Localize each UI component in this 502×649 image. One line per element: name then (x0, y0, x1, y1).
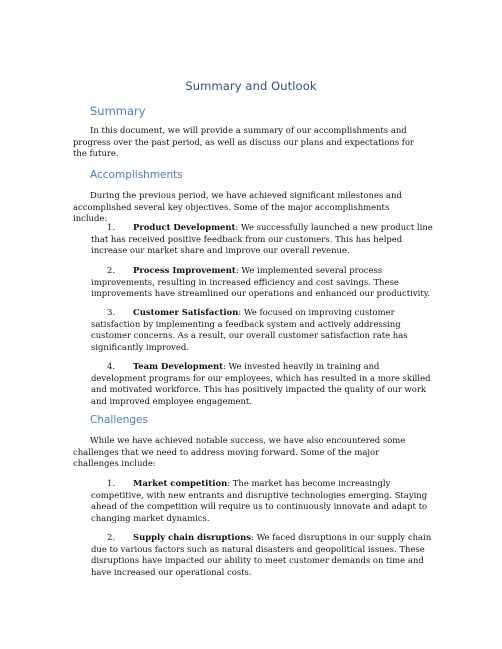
list-item-text: : We successfully launched a new product line that has received positive feedback from our customers. This has helped increase our market share and improve our overall revenue. (91, 222, 433, 256)
list-item-label: Customer Satisfaction (133, 307, 239, 317)
list-item (91, 222, 435, 257)
section-heading-summary: Summary (90, 104, 146, 118)
list-item (91, 361, 435, 408)
challenges-intro: While we have achieved notable success, we have also encountered some challenges that we need to address moving forward. Some of the major challenges include: (73, 435, 406, 469)
list-item-number: 1. (107, 222, 116, 232)
document-title: Summary and Outlook (185, 79, 317, 93)
list-item-text: : We implemented several process improvements, resulting in increased efficiency and cost savings. These improvements have streamlined our operations and enhanced our productivity. (91, 265, 431, 299)
list-item-label: Team Development (133, 361, 224, 371)
list-item (91, 265, 435, 300)
list-item-label: Supply chain disruptions (133, 532, 252, 542)
list-item-number: 1. (107, 478, 116, 488)
list-item-number: 2. (107, 532, 116, 542)
accomplishments-intro: During the previous period, we have achieved significant milestones and accomplished several key objectives. Some of the major accomplishments include: (73, 190, 402, 224)
list-item-number: 4. (107, 361, 116, 371)
list-item-text: : The market has become increasingly competitive, with new entrants and disruptive technologies emerging. Staying ahead of the competition will require us to continuously innovate and adapt to changing market dynamics. (91, 478, 428, 524)
list-item-number: 3. (107, 307, 116, 317)
list-item (91, 307, 435, 354)
list-item-label: Market competition (133, 478, 228, 488)
list-item-text: : We faced disruptions in our supply chain due to various factors such as natural disasters and geopolitical issues. These disruptions have impacted our ability to meet customer demands on time and have increased our operational costs. (91, 532, 432, 578)
list-item (91, 478, 435, 525)
list-item (91, 532, 435, 579)
summary-paragraph: In this document, we will provide a summary of our accomplishments and progress over the past period, as well as discuss our plans and expectations for the future. (73, 125, 414, 159)
list-item-text: : We invested heavily in training and development programs for our employees, which has resulted in a more skilled and motivated workforce. This has positively impacted the quality of our work and improved employee engagement. (91, 361, 431, 407)
list-item-label: Process Improvement (133, 265, 236, 275)
section-heading-challenges: Challenges (90, 414, 148, 426)
section-heading-accomplishments: Accomplishments (90, 169, 183, 181)
list-item-number: 2. (107, 265, 116, 275)
list-item-text: : We focused on improving customer satisfaction by implementing a feedback system and actively addressing customer concerns. As a result, our overall customer satisfaction rate has significantly improved. (91, 307, 408, 353)
list-item-label: Product Development (133, 222, 236, 232)
